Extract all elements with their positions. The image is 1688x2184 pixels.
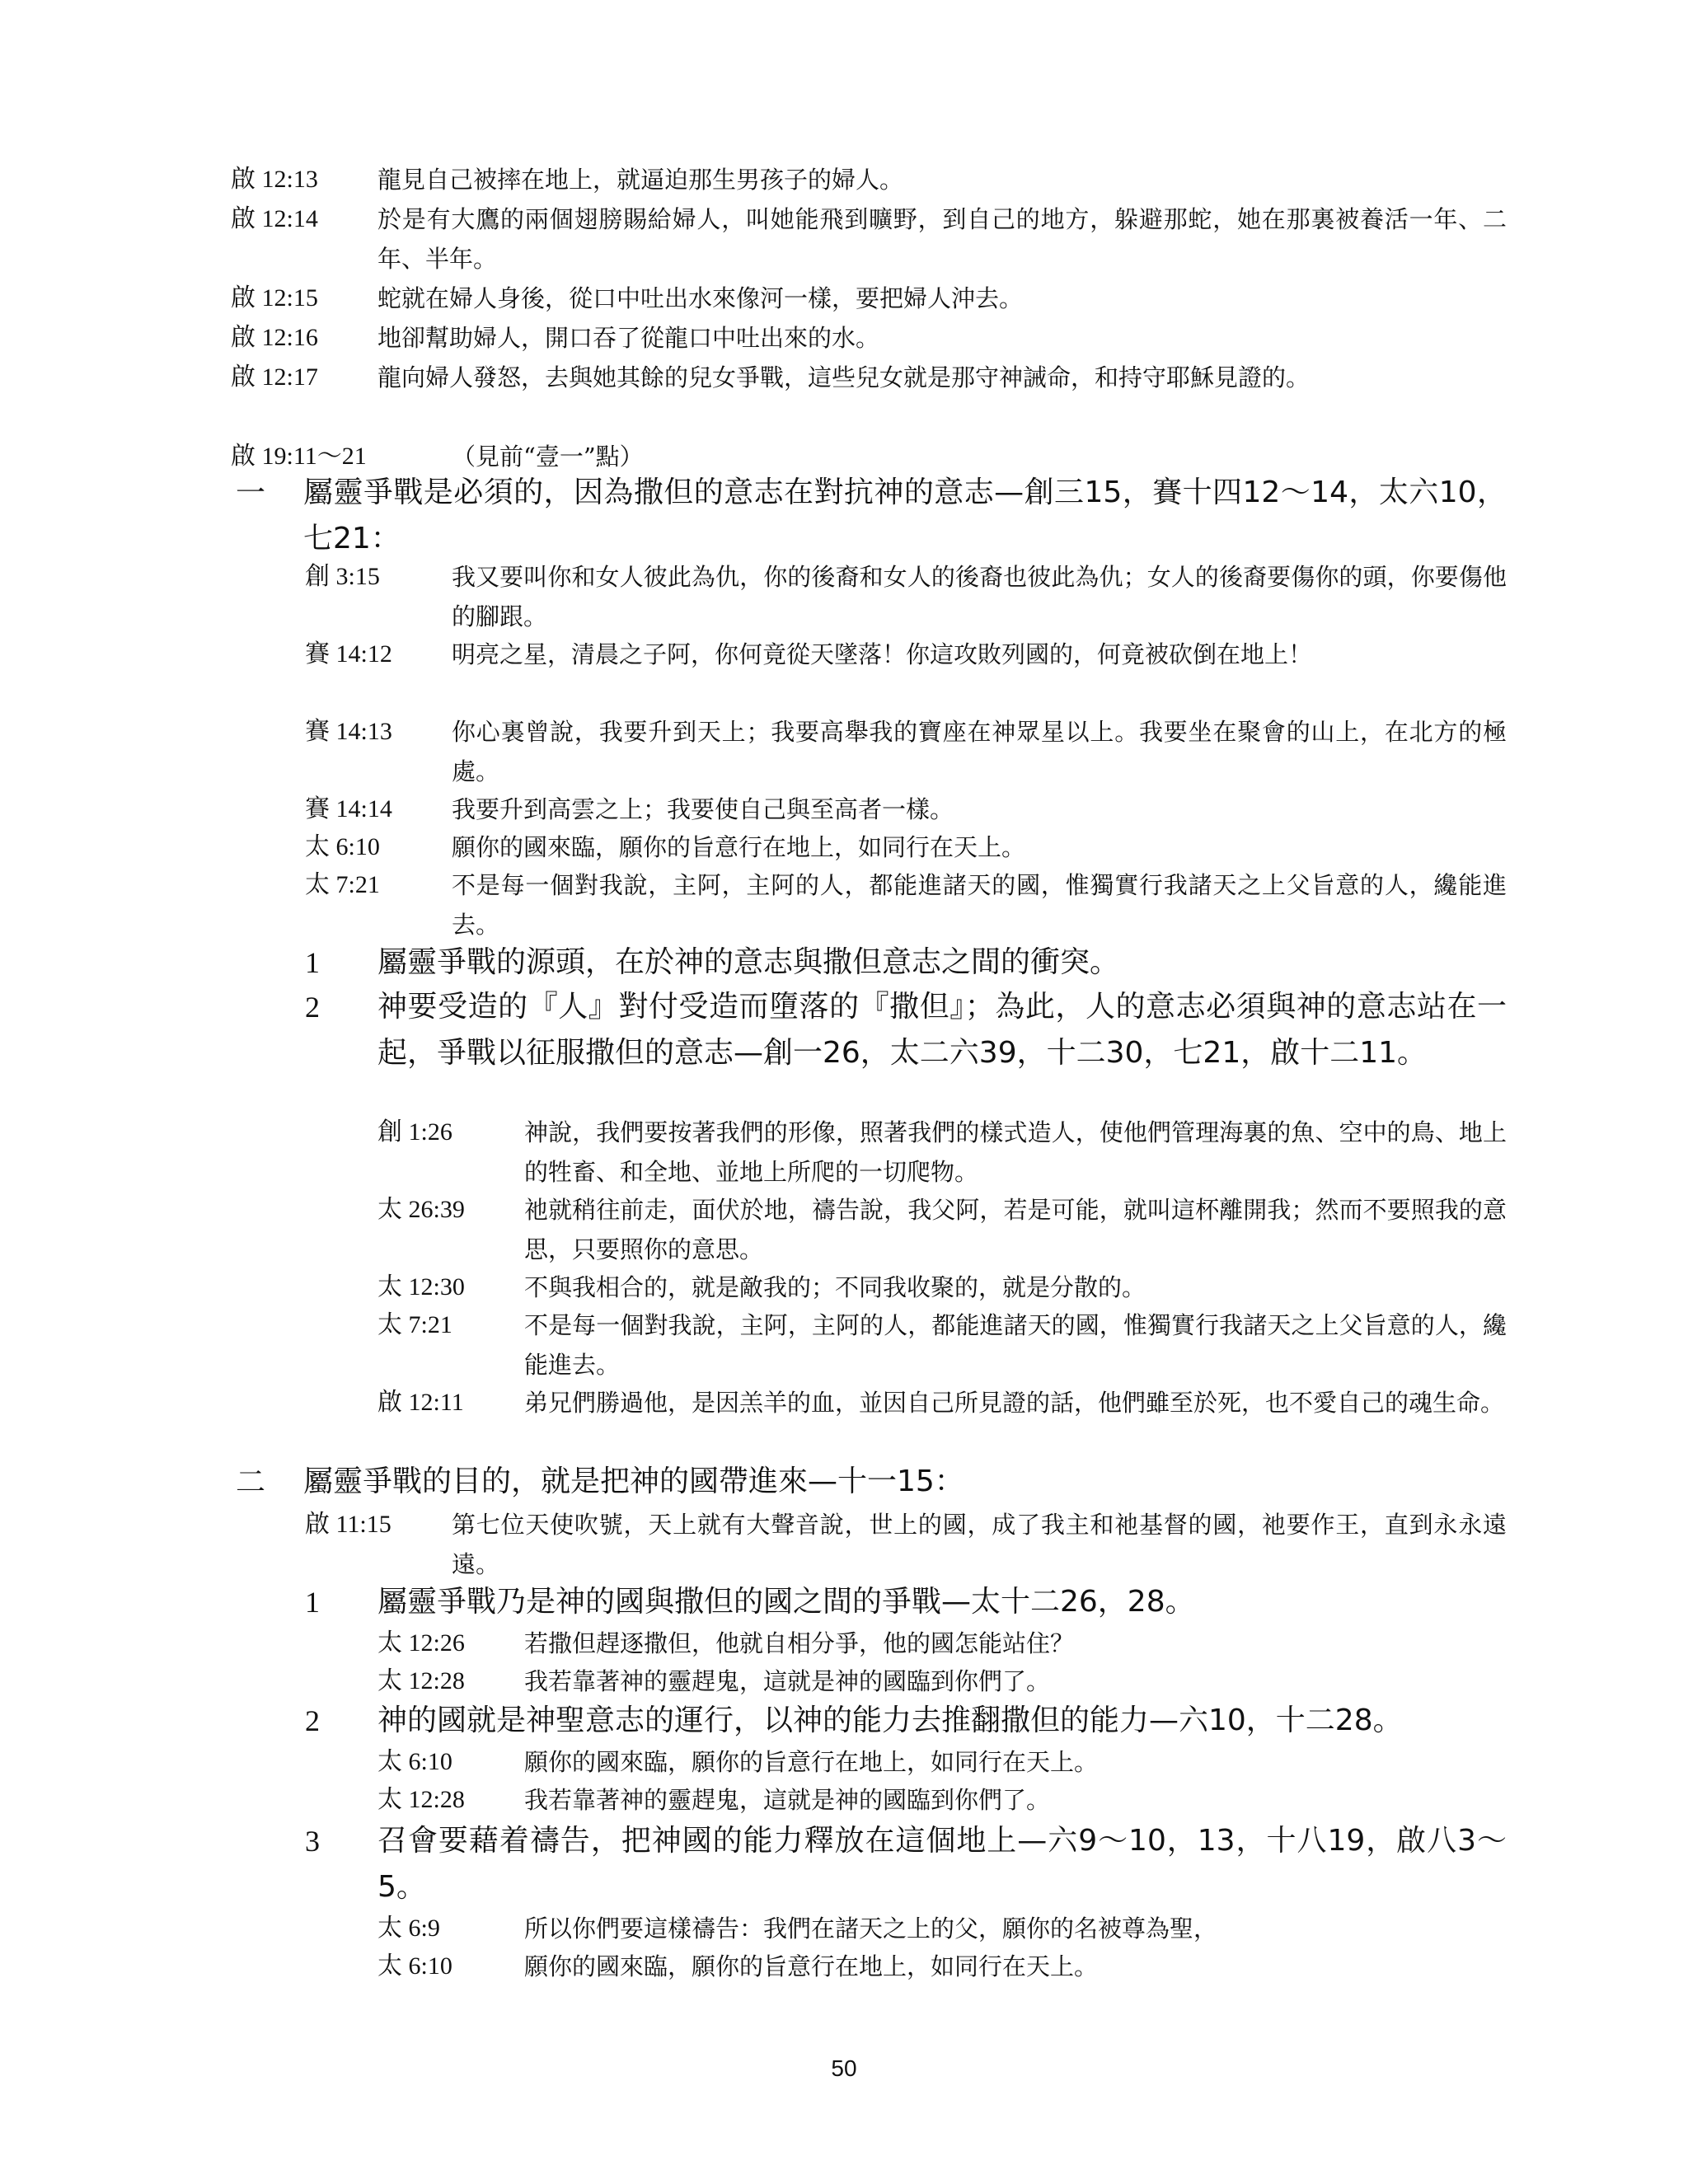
point-number: 2: [305, 991, 320, 1024]
verse-text: 不與我相合的，就是敵我的；不同我收聚的，就是分散的。: [524, 1273, 1146, 1301]
verse-text: 神說，我們要按著我們的形像，照著我們的樣式造人，使他們管理海裏的魚、空中的鳥、地上的牲畜、和全地、並地上所爬的一切爬物。: [524, 1118, 1507, 1186]
verse-text: 所以你們要這樣禱告：我們在諸天之上的父，願你的名被尊為聖，: [524, 1915, 1218, 1943]
point-number: 1: [305, 946, 320, 979]
point-text: 神的國就是神聖意志的運行，以神的能力去推翻撒但的能力—六10，十二28。: [377, 1704, 1403, 1737]
verse-text: 不是每一個對我說，主阿，主阿的人，都能進諸天的國，惟獨實行我諸天之上父旨意的人，纔能進去。: [524, 1311, 1507, 1379]
verse-ref: 太 12:28: [377, 1667, 465, 1694]
verse-ref: 賽 14:13: [305, 718, 392, 745]
verse-ref: 太 6:10: [305, 833, 380, 860]
verse-ref: 啟 12:15: [231, 284, 318, 312]
verse-text: 我又要叫你和女人彼此為仇，你的後裔和女人的後裔也彼此為仇；女人的後裔要傷你的頭，你要傷他的腳跟。: [452, 563, 1507, 630]
verse-ref: 創 3:15: [305, 563, 380, 590]
section-number: 二: [236, 1465, 266, 1498]
point-text: 召會要藉着禱告，把神國的能力釋放在這個地上—六9～10，13，十八19，啟八3～5。: [377, 1824, 1507, 1904]
verse-ref: 啟 12:13: [231, 166, 318, 193]
point-text: 神要受造的『人』對付受造而墮落的『撒但』；為此，人的意志必須與神的意志站在一起，爭戰以征服撒但的意志—創一26，太二六39，十二30，七21，啟十二11。: [377, 990, 1507, 1070]
verse-ref: 啟 12:17: [231, 363, 318, 391]
verse-ref: 啟 11:15: [305, 1511, 392, 1538]
verse-text: 地卻幫助婦人，開口吞了從龍口中吐出來的水。: [377, 324, 880, 352]
verse-text: 願你的國來臨，願你的旨意行在地上，如同行在天上。: [524, 1748, 1099, 1776]
section-number: 一: [236, 476, 266, 509]
verse-text: 我要升到高雲之上；我要使自己與至高者一樣。: [452, 795, 954, 823]
verse-ref: 太 12:28: [377, 1786, 465, 1813]
verse-ref: 太 26:39: [377, 1196, 465, 1223]
verse-text: 你心裏曾說，我要升到天上；我要高舉我的寶座在神眾星以上。我要坐在聚會的山上，在北方的極處。: [452, 718, 1507, 785]
verse-ref: 啟 19:11～21: [231, 443, 367, 470]
verse-ref: 太 6:9: [377, 1915, 440, 1942]
section-heading: 屬靈爭戰是必須的，因為撒但的意志在對抗神的意志—創三15，賽十四12～14，太六10，七21：: [303, 476, 1507, 555]
verse-text: 於是有大鷹的兩個翅膀賜給婦人，叫她能飛到曠野，到自己的地方，躲避那蛇，她在那裏被養活一年、二年、半年。: [377, 205, 1507, 273]
point-number: 1: [305, 1586, 320, 1619]
verse-text: 願你的國來臨，願你的旨意行在地上，如同行在天上。: [524, 1952, 1099, 1980]
verse-ref: 賽 14:12: [305, 640, 392, 668]
point-text: 屬靈爭戰的源頭，在於神的意志與撒但意志之間的衝突。: [377, 945, 1120, 979]
verse-ref: 太 7:21: [377, 1311, 452, 1338]
verse-ref: 太 6:10: [377, 1952, 452, 1980]
verse-text: 第七位天使吹號，天上就有大聲音說，世上的國，成了我主和祂基督的國，祂要作王，直到永永遠遠。: [452, 1511, 1507, 1578]
verse-text: （見前“壹一”點）: [452, 443, 644, 471]
verse-text: 願你的國來臨，願你的旨意行在地上，如同行在天上。: [452, 833, 1026, 861]
verse-text: 蛇就在婦人身後，從口中吐出水來像河一樣，要把婦人沖去。: [377, 284, 1024, 312]
verse-text: 弟兄們勝過他，是因羔羊的血，並因自己所見證的話，他們雖至於死，也不愛自己的魂生命。: [524, 1389, 1505, 1417]
verse-ref: 太 7:21: [305, 871, 380, 898]
verse-ref: 啟 12:11: [377, 1389, 464, 1416]
verse-text: 明亮之星，清晨之子阿，你何竟從天墜落！你這攻敗列國的，何竟被砍倒在地上！: [452, 640, 1313, 668]
page-number: 50: [831, 2055, 857, 2081]
verse-ref: 啟 12:14: [231, 205, 318, 232]
verse-text: 若撒但趕逐撒但，他就自相分爭，他的國怎能站住？: [524, 1629, 1075, 1657]
verse-text: 龍向婦人發怒，去與她其餘的兒女爭戰，這些兒女就是那守神誡命，和持守耶穌見證的。: [377, 363, 1311, 391]
point-number: 2: [305, 1704, 320, 1737]
verse-text: 龍見自己被摔在地上，就逼迫那生男孩子的婦人。: [377, 166, 904, 194]
point-number: 3: [305, 1825, 320, 1858]
verse-ref: 啟 12:16: [231, 324, 318, 351]
verse-text: 我若靠著神的靈趕鬼，這就是神的國臨到你們了。: [524, 1667, 1051, 1695]
verse-ref: 賽 14:14: [305, 795, 392, 823]
verse-text: 祂就稍往前走，面伏於地，禱告說，我父阿，若是可能，就叫這杯離開我；然而不要照我的意思，只要照你的意思。: [524, 1196, 1507, 1263]
verse-ref: 太 6:10: [377, 1748, 452, 1775]
section-heading: 屬靈爭戰的目的，就是把神的國帶進來—十一15：: [303, 1465, 964, 1498]
verse-text: 不是每一個對我說，主阿，主阿的人，都能進諸天的國，惟獨實行我諸天之上父旨意的人，纔能進去。: [452, 871, 1507, 939]
verse-ref: 創 1:26: [377, 1118, 452, 1146]
verse-ref: 太 12:26: [377, 1629, 465, 1657]
verse-text: 我若靠著神的靈趕鬼，這就是神的國臨到你們了。: [524, 1786, 1051, 1814]
verse-ref: 太 12:30: [377, 1273, 465, 1301]
point-text: 屬靈爭戰乃是神的國與撒但的國之間的爭戰—太十二26，28。: [377, 1585, 1195, 1619]
